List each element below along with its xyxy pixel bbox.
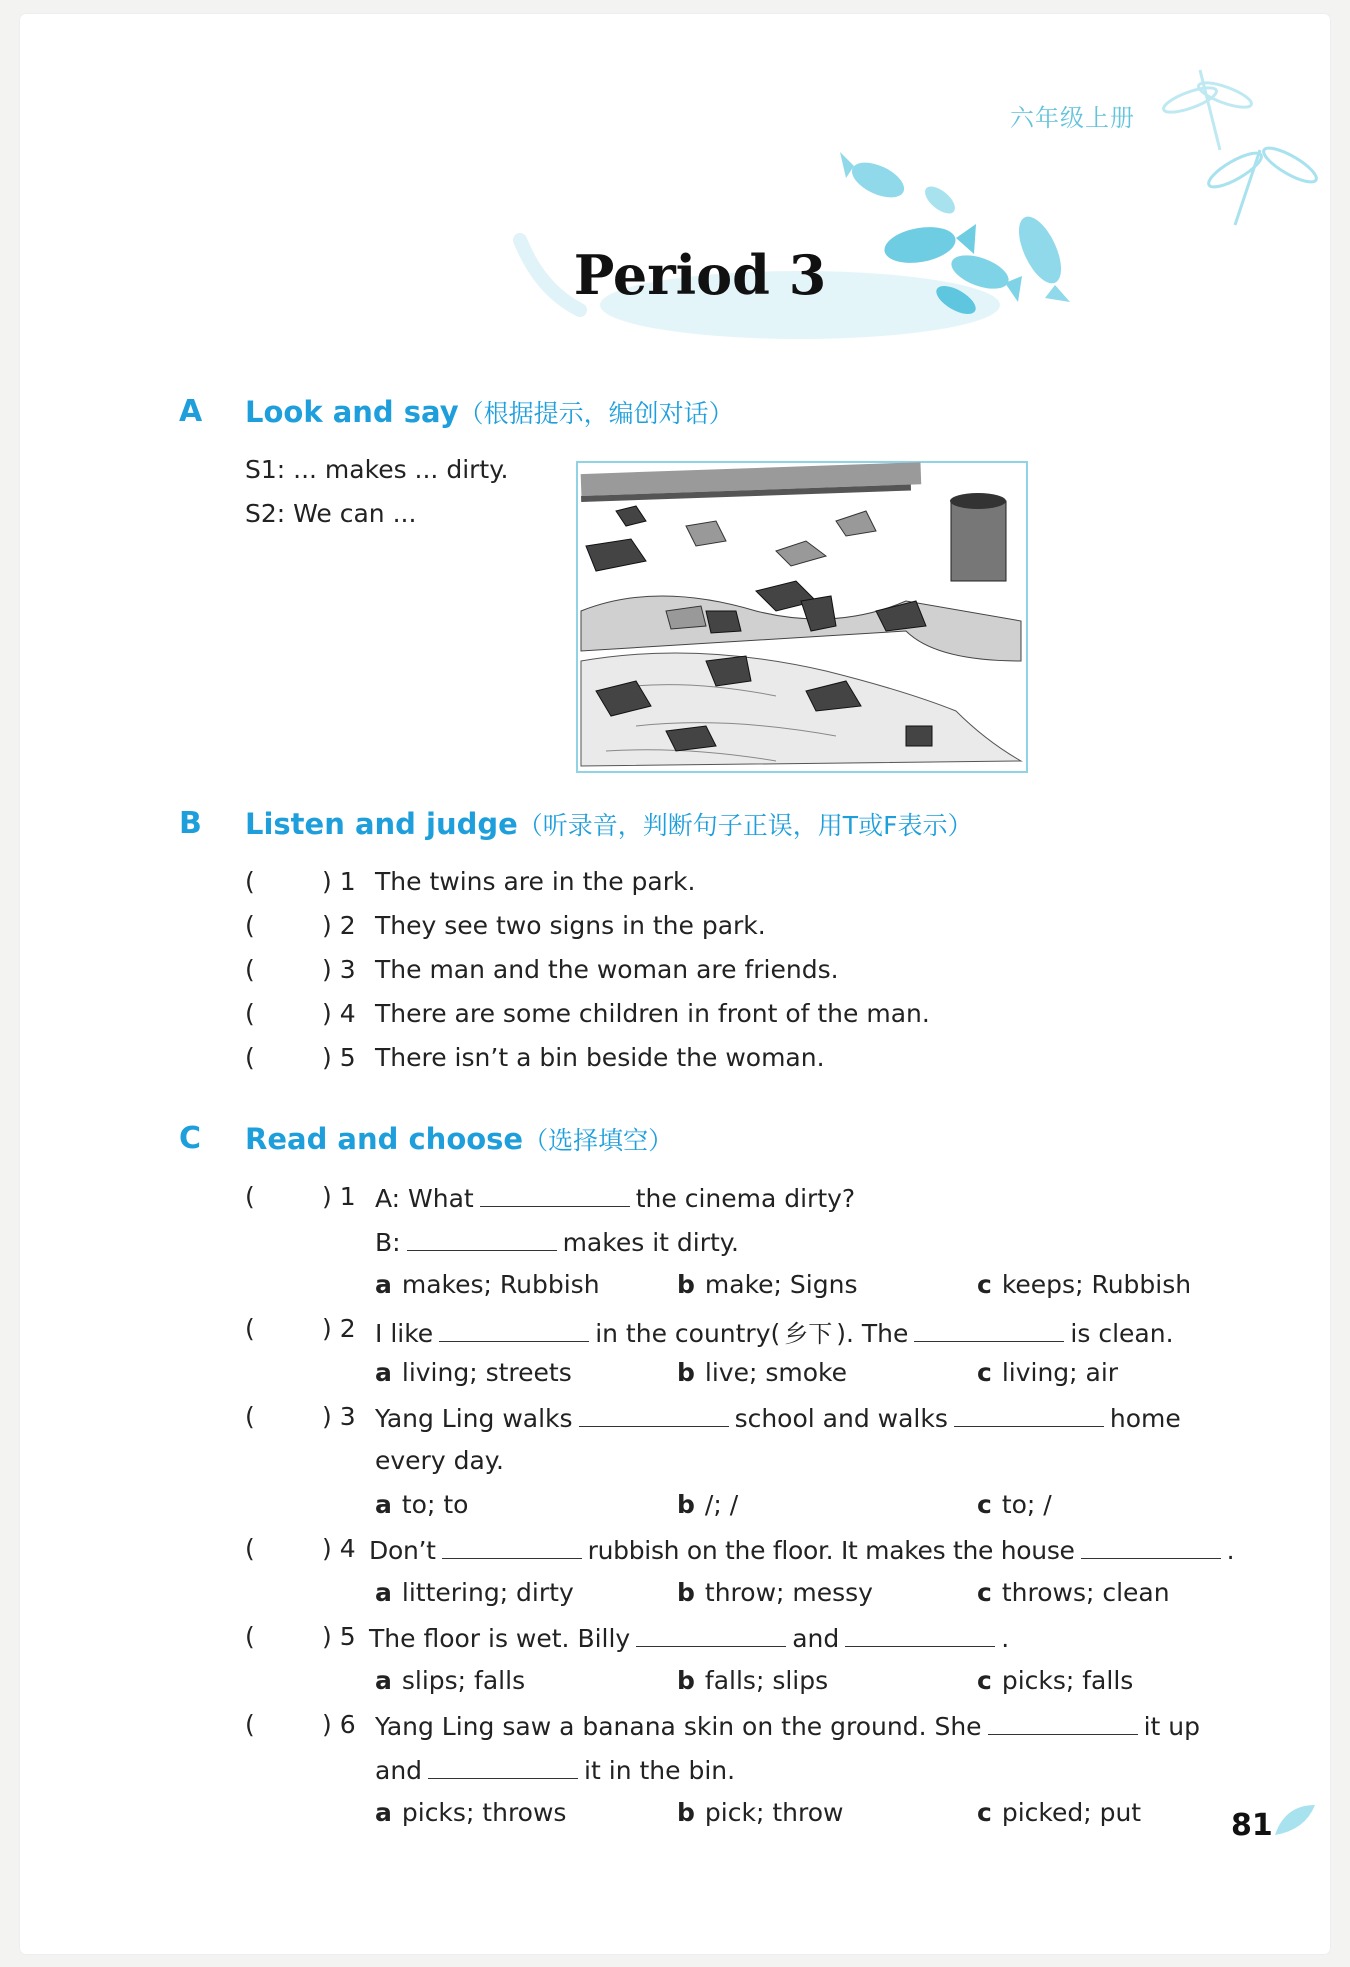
question-1-line-b [375,1226,739,1257]
answer-paren: ( [245,999,255,1028]
page-number: 81 [1231,1808,1273,1843]
section-c-title-text: Read and choose [245,1122,524,1156]
question-1-line-a [375,1182,855,1213]
answer-blank[interactable] [636,1622,786,1647]
option-c: c throws; clean [977,1578,1170,1607]
question-3-line-b: every day. [375,1446,504,1475]
option-b: b live; smoke [677,1358,847,1387]
answer-blank[interactable] [914,1317,1064,1342]
header-decoration [500,40,1340,370]
judge-item: They see two signs in the park. [375,911,766,940]
answer-blank[interactable] [480,1182,630,1207]
item-number: ) 2 [322,1314,356,1343]
leaf-icon [1270,1800,1320,1840]
option-b: b falls; slips [677,1666,829,1695]
section-b-hint: （听录音，判断句子正误，用T或F表示） [517,811,973,840]
question-2-line: I like in the country( 乡下 ). The is clean. [375,1319,1174,1348]
answer-paren: ( [245,955,255,984]
dragonfly-icon [1205,142,1321,225]
answer-blank[interactable] [988,1710,1138,1735]
option-a: a picks; throws [375,1798,567,1827]
item-number: ) 1 [322,867,356,896]
answer-blank[interactable] [439,1317,589,1342]
item-number: ) 6 [322,1710,356,1739]
q1-text: makes it dirty. [562,1228,739,1257]
option-b: b make; Signs [677,1270,858,1299]
item-number: ) 3 [322,1402,356,1431]
section-c-letter: C [179,1121,202,1156]
answer-blank[interactable] [845,1622,995,1647]
answer-paren: ( [245,1402,255,1431]
item-number: ) 1 [322,1182,356,1211]
answer-paren: ( [245,867,255,896]
answer-paren: ( [245,1710,255,1739]
judge-item: There are some children in front of the man. [375,999,930,1028]
item-number: ) 4 [322,1534,356,1563]
chinese-gloss: 乡下 [784,1320,833,1348]
answer-blank[interactable] [1081,1534,1221,1559]
option-c: c picked; put [977,1798,1142,1827]
option-a: a makes; Rubbish [375,1270,600,1299]
section-b-letter: B [179,806,202,841]
option-b: b throw; messy [677,1578,873,1607]
littered-park-illustration [576,461,1028,773]
q1-text: the cinema dirty? [635,1184,856,1213]
section-b-title-text: Listen and judge [245,807,518,841]
question-5-line: The floor is wet. Billy and . [369,1624,1010,1653]
section-a-letter: A [179,394,203,429]
answer-paren: ( [245,911,255,940]
option-c: c keeps; Rubbish [977,1270,1192,1299]
section-a-hint: （根据提示，编创对话） [458,399,734,428]
item-number: ) 5 [322,1043,356,1072]
item-number: ) 4 [322,999,356,1028]
answer-paren: ( [245,1314,255,1343]
answer-paren: ( [245,1182,255,1211]
q1-text: A: What [375,1184,474,1213]
answer-paren: ( [245,1622,255,1651]
dragonfly-icon [1161,70,1254,150]
answer-paren: ( [245,1043,255,1072]
option-c: c to; / [977,1490,1052,1519]
option-a: a living; streets [375,1358,572,1387]
option-a: a slips; falls [375,1666,526,1695]
fish-icon [920,182,959,219]
judge-item: The man and the woman are friends. [375,955,839,984]
grade-label: 六年级上册 [1010,104,1135,132]
option-c: c living; air [977,1358,1119,1387]
judge-item: The twins are in the park. [375,867,696,896]
section-a-title [245,394,734,430]
option-a: a to; to [375,1490,469,1519]
answer-blank[interactable] [428,1754,578,1779]
option-b: b /; / [677,1490,739,1519]
fish-icon [840,152,909,205]
answer-blank[interactable] [442,1534,582,1559]
answer-blank[interactable] [579,1402,729,1427]
dialogue-line-2: S2: We can ... [245,499,417,528]
option-b: b pick; throw [677,1798,844,1827]
answer-blank[interactable] [954,1402,1104,1427]
option-a: a littering; dirty [375,1578,574,1607]
page-title: Period 3 [573,243,827,307]
question-3-line-a: Yang Ling walks school and walks home [375,1404,1181,1433]
question-6-line-b: and it in the bin. [375,1756,736,1785]
q1-text: B: [375,1228,401,1257]
question-6-line-a: Yang Ling saw a banana skin on the ground. She it up [375,1712,1200,1741]
dialogue-line-1: S1: ... makes ... dirty. [245,455,509,484]
item-number: ) 3 [322,955,356,984]
section-c-hint: （选择填空） [523,1126,674,1155]
section-b-title [245,806,972,842]
section-c-title [245,1121,673,1157]
answer-blank[interactable] [407,1226,557,1251]
section-a-title-text: Look and say [245,395,459,429]
item-number: ) 2 [322,911,356,940]
option-c: c picks; falls [977,1666,1134,1695]
judge-item: There isn’t a bin beside the woman. [375,1043,825,1072]
question-4-line: Don’t rubbish on the floor. It makes the house . [369,1536,1235,1565]
answer-paren: ( [245,1534,255,1563]
item-number: ) 5 [322,1622,356,1651]
